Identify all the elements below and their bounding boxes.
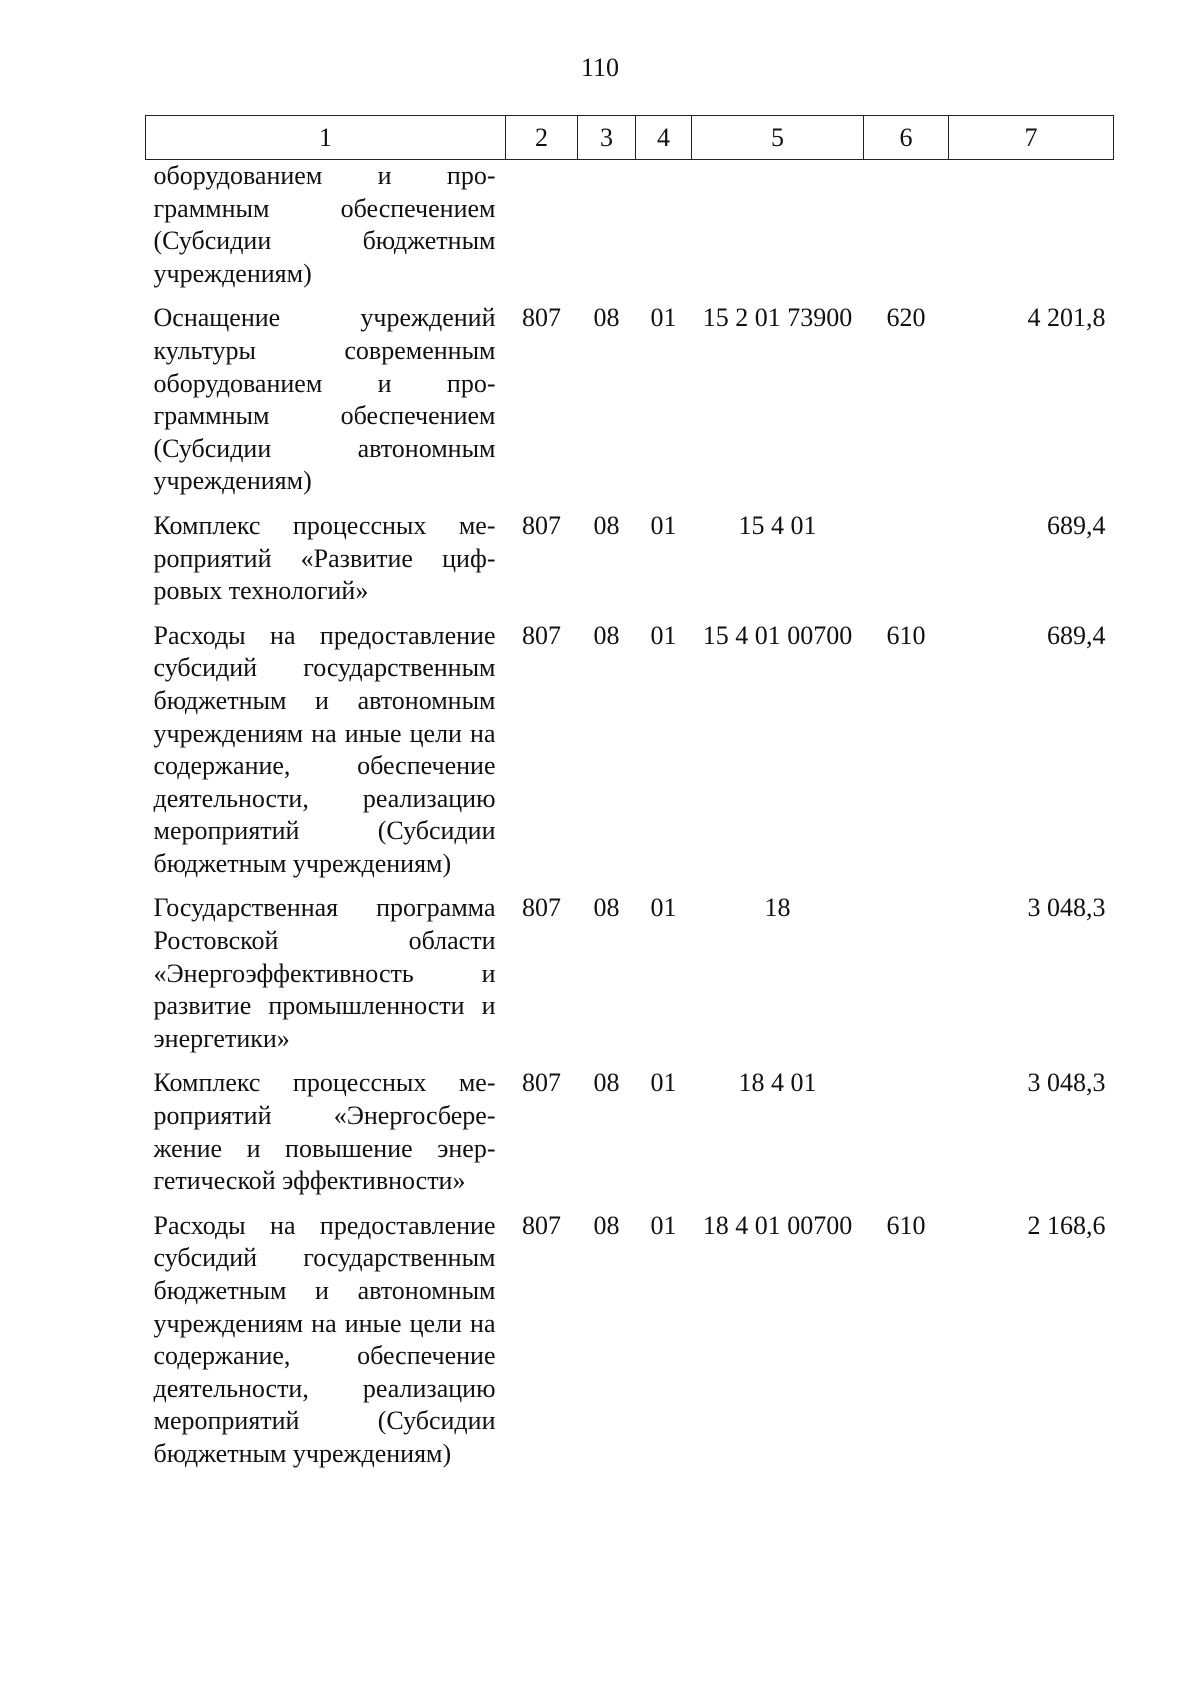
row-name: Комплекс процессных мероприятий «Развитие цифровых технологий»: [153, 510, 496, 606]
table-row: [146, 892, 1114, 1067]
page-number: 110: [580, 53, 620, 82]
row-ministry-code: 807: [522, 620, 561, 650]
row-expense-type: [864, 892, 949, 1067]
row-subsection-code: 01: [650, 1068, 677, 1098]
row-name: Государственная программа Ростовской области «Энергоэффективность и развитие промышленности и энергетики»: [153, 893, 496, 1053]
row-subsection-code: [636, 160, 692, 303]
row-section-code: [578, 160, 636, 303]
column-header-5: 5: [692, 116, 864, 160]
row-amount: 3 048,3: [1027, 893, 1106, 923]
row-section-code: 08: [593, 620, 620, 650]
row-ministry-code: 807: [522, 510, 561, 540]
row-ministry-code: 807: [522, 1068, 561, 1098]
row-expense-type: [864, 1067, 949, 1209]
row-name: Оснащение учреждений культуры современным оборудованием и программным обеспечением (Субсидии автономным учреждениям): [153, 303, 496, 496]
row-amount: 3 048,3: [1027, 1068, 1106, 1098]
column-header-4: 4: [636, 116, 692, 160]
row-ministry-code: [506, 160, 578, 303]
row-expense-type: 620: [886, 303, 926, 333]
row-target-article: 18: [764, 893, 791, 923]
row-section-code: 08: [593, 1068, 620, 1098]
row-amount: 689,4: [1047, 620, 1106, 650]
budget-table: [145, 115, 1114, 1483]
row-subsection-code: 01: [650, 620, 677, 650]
table-row: [146, 510, 1114, 620]
row-target-article: 15 2 01 73900: [702, 303, 853, 333]
row-section-code: 08: [593, 893, 620, 923]
row-expense-type: [864, 510, 949, 620]
row-subsection-code: 01: [650, 510, 677, 540]
row-amount: 689,4: [1047, 510, 1106, 540]
table-row: [146, 302, 1114, 510]
row-subsection-code: 01: [650, 303, 677, 333]
row-name: Расходы на предоставление субсидий государственным бюджетным и автономным учреждениям на иные цели на содержание, обеспечение деятельности, реализацию мероприятий (Субсидии бюджетным учреждениям): [153, 620, 496, 878]
row-expense-type: 610: [886, 1210, 926, 1240]
row-amount: 2 168,6: [1027, 1210, 1106, 1240]
row-target-article: [692, 160, 864, 303]
column-header-3: 3: [578, 116, 636, 160]
row-subsection-code: 01: [650, 893, 677, 923]
row-ministry-code: 807: [522, 893, 561, 923]
row-section-code: 08: [593, 510, 620, 540]
table-row: [146, 160, 1114, 303]
row-name: Расходы на предоставление субсидий государственным бюджетным и автономным учреждениям на иные цели на содержание, обеспечение деятельности, реализацию мероприятий (Субсидии бюджетным учреждениям): [153, 1210, 496, 1468]
row-target-article: 18 4 01 00700: [702, 1210, 853, 1240]
column-header-6: 6: [864, 116, 949, 160]
row-subsection-code: 01: [650, 1210, 677, 1240]
row-target-article: 15 4 01 00700: [702, 620, 853, 650]
row-ministry-code: 807: [522, 1210, 561, 1240]
row-target-article: 15 4 01: [738, 510, 817, 540]
row-expense-type: [864, 160, 949, 303]
table-row: [146, 1067, 1114, 1209]
column-header-2: 2: [506, 116, 578, 160]
row-amount: 4 201,8: [1027, 303, 1106, 333]
row-section-code: 08: [593, 303, 620, 333]
row-amount: [949, 160, 1114, 303]
row-ministry-code: 807: [522, 303, 561, 333]
column-header-7: 7: [949, 116, 1114, 160]
table-row: [146, 1210, 1114, 1483]
row-target-article: 18 4 01: [738, 1068, 817, 1098]
table-row: [146, 620, 1114, 893]
column-header-1: 1: [146, 116, 506, 160]
row-name: Комплекс процессных мероприятий «Энергосбережение и повышение энергетической эффективности»: [153, 1068, 496, 1196]
table-header-row: [146, 116, 1114, 160]
row-section-code: 08: [593, 1210, 620, 1240]
row-expense-type: 610: [886, 620, 926, 650]
row-name: оборудованием и программным обеспечением (Субсидии бюджетным учреждениям): [153, 161, 496, 288]
